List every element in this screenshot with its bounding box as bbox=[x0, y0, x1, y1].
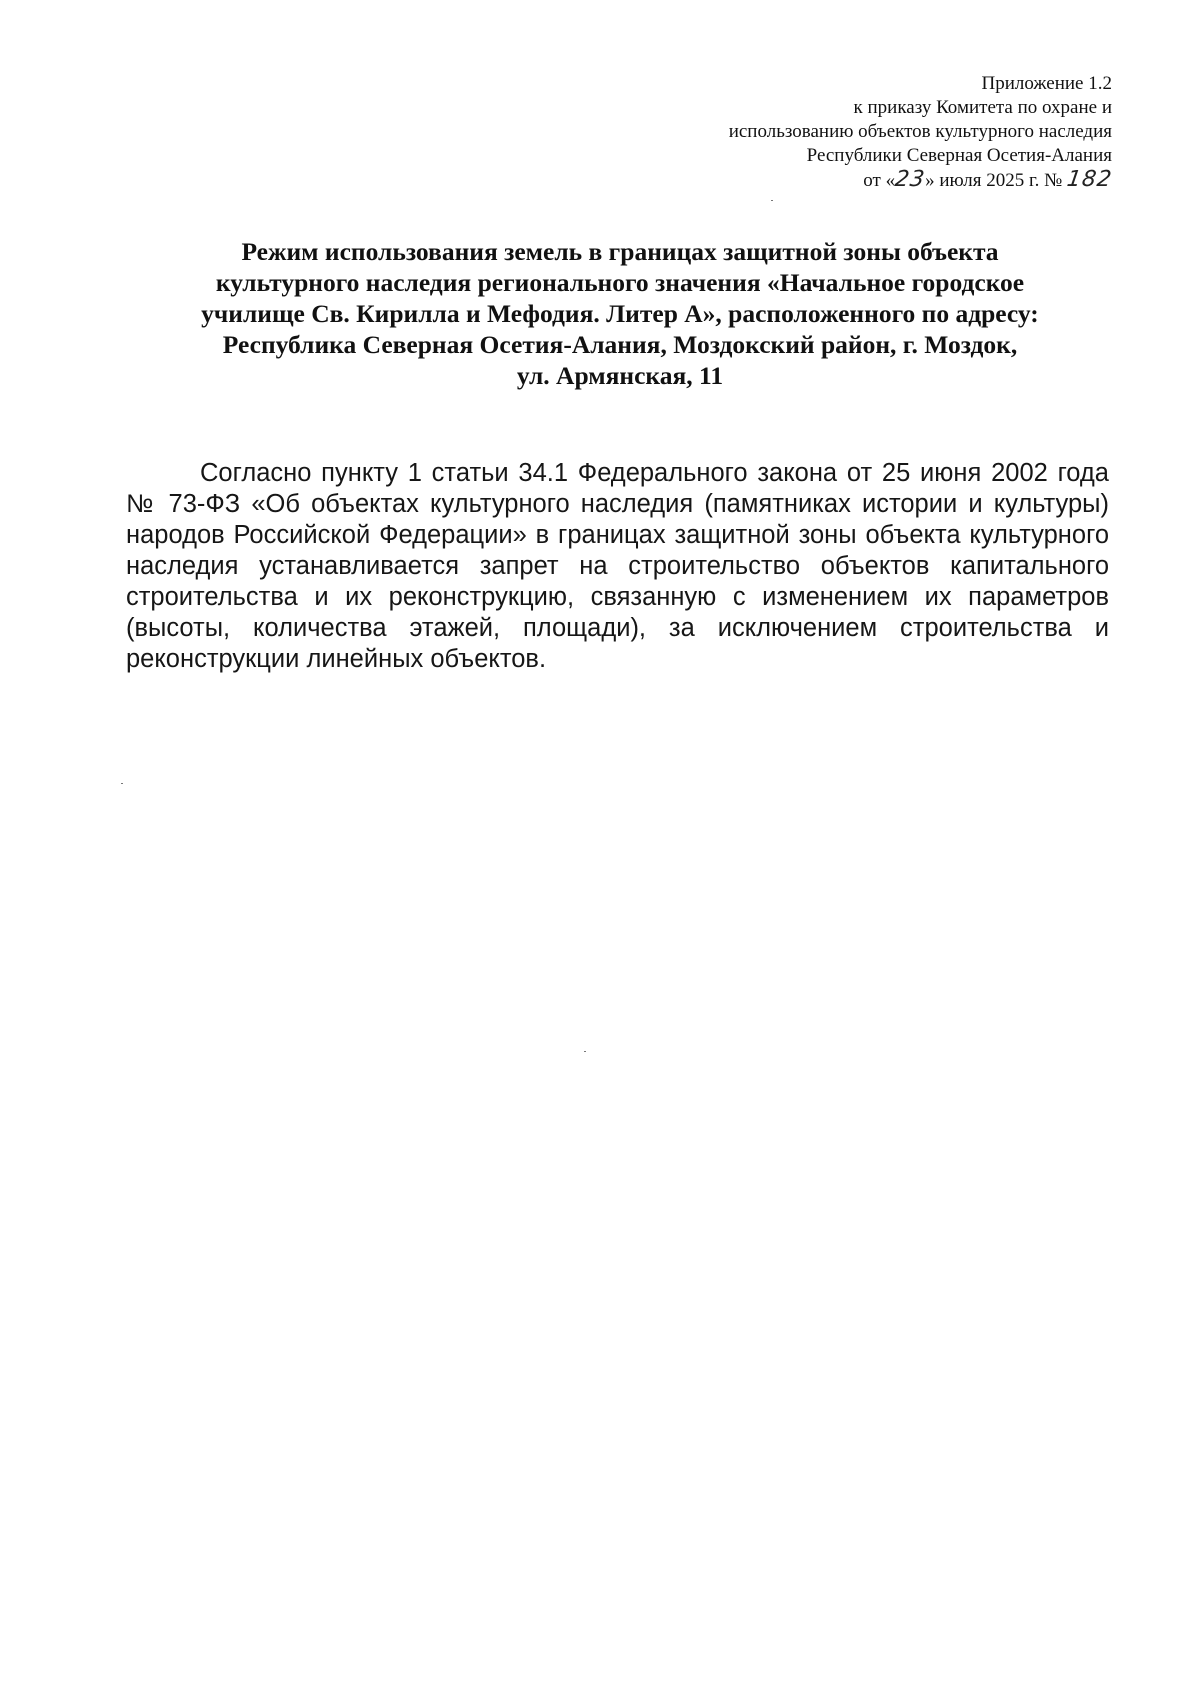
appendix-header bbox=[552, 72, 1112, 193]
scan-speck bbox=[771, 200, 773, 201]
republic-name: Республики Северная Осетия-Алания bbox=[806, 145, 1112, 166]
date-middle: » июля 2025 г. № bbox=[925, 170, 1063, 191]
body-paragraph bbox=[126, 458, 1109, 675]
order-reference: к приказу Комитета по охране и bbox=[853, 97, 1112, 118]
body-line: реконструкции линейных объектов. bbox=[126, 645, 547, 673]
body-line: Согласно пункту 1 статьи 34.1 Федерального закона от 25 июня 2002 года bbox=[200, 459, 1109, 487]
order-date-line bbox=[552, 168, 1112, 193]
body-line: народов Российской Федерации» в границах защитной зоны объекта культурного bbox=[126, 521, 1109, 549]
title-line: Режим использования земель в границах защитной зоны объекта bbox=[241, 237, 999, 266]
body-line: № 73-ФЗ «Об объектах культурного наследия (памятниках истории и культуры) bbox=[126, 490, 1109, 518]
scan-speck bbox=[121, 783, 123, 784]
title-line: культурного наследия регионального значения «Начальное городское bbox=[215, 268, 1025, 297]
handwritten-day: 23 bbox=[893, 167, 927, 192]
date-prefix: от « bbox=[863, 170, 896, 191]
body-line: строительства и их реконструкцию, связанную с изменением их параметров bbox=[126, 583, 1109, 611]
body-line: наследия устанавливается запрет на строительство объектов капитального bbox=[126, 552, 1109, 580]
title-line: Республика Северная Осетия-Алания, Моздокский район, г. Моздок, bbox=[222, 330, 1018, 359]
handwritten-order-number: 182 bbox=[1065, 167, 1114, 192]
scan-speck bbox=[584, 1051, 586, 1052]
document-title bbox=[140, 236, 1100, 391]
appendix-label: Приложение 1.2 bbox=[981, 73, 1112, 94]
title-line: училище Св. Кирилла и Мефодия. Литер А», расположенного по адресу: bbox=[201, 299, 1039, 328]
body-line: (высоты, количества этажей, площади), за исключением строительства и bbox=[126, 614, 1109, 642]
committee-name: использованию объектов культурного наследия bbox=[728, 121, 1112, 142]
title-line: ул. Армянская, 11 bbox=[516, 361, 724, 390]
